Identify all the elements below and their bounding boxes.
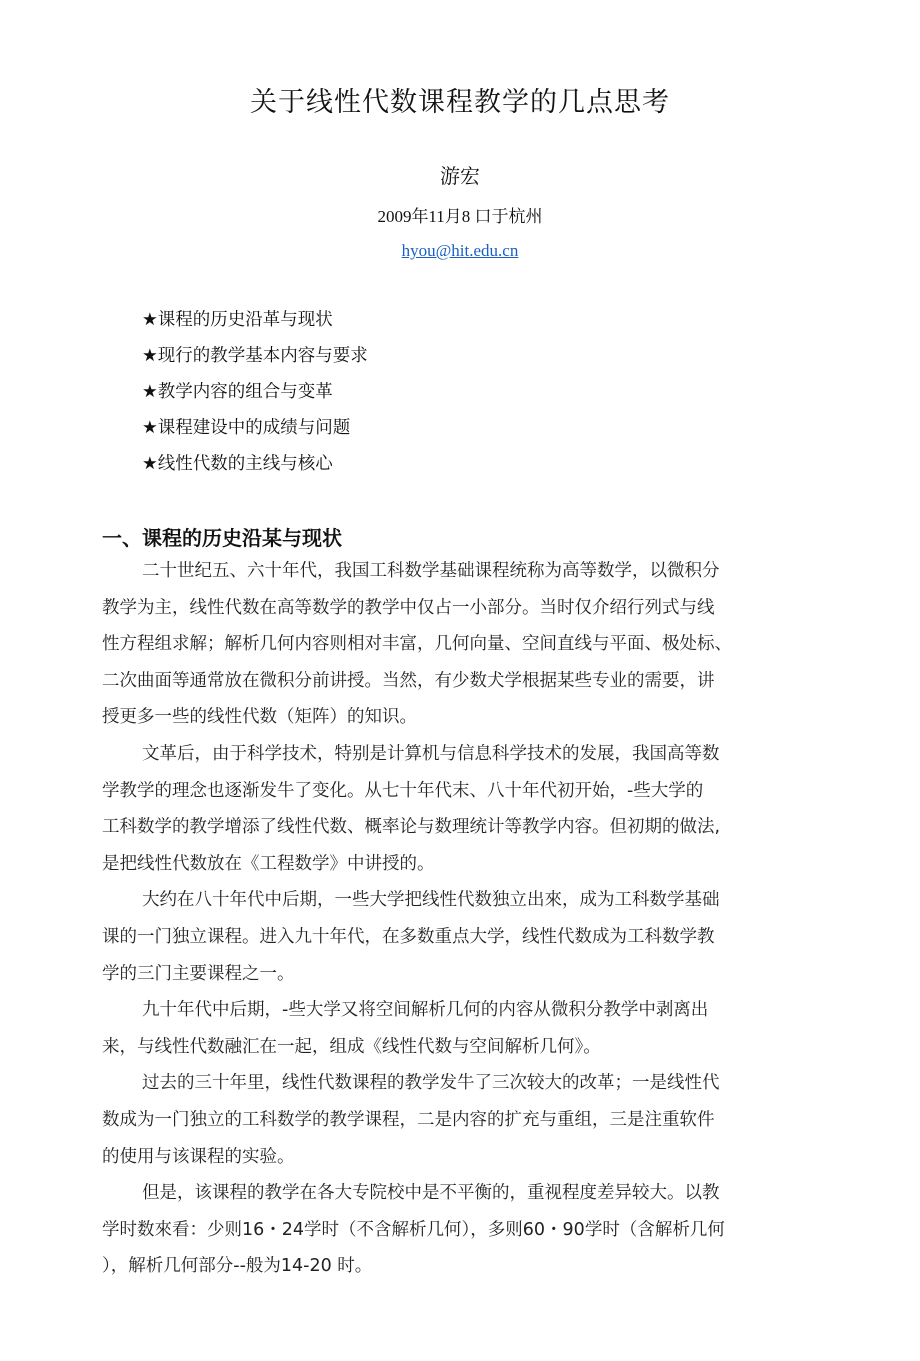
text-line: 学时数來看：少则16・24学时（不含解析几何），多则60・90学时（含解析几何 xyxy=(102,1219,725,1240)
text-line: 大约在八十年代中后期，一些大学把线性代数独立出來，成为工科数学基础 xyxy=(142,890,720,911)
text-line: 二十世纪五、六十年代，我国工科数学基础课程统称为高等数学，以微积分 xyxy=(142,561,720,581)
text-line: 数成为一门独立的工科数学的教学课程，二是内容的扩充与重组，三是注重软件 xyxy=(102,1109,715,1130)
text-line: 课的一门独立课程。进入九十年代，在多数重点大学，线性代数成为工科数学教 xyxy=(102,926,715,947)
email-line xyxy=(0,241,920,261)
text-line: ），解析几何部分--般为14-20 时。 xyxy=(102,1256,373,1277)
text-line: 是把线性代数放在《工程数学》中讲授的。 xyxy=(102,853,435,874)
outline-item: ★线性代数的主线与核心 xyxy=(142,454,333,474)
paragraph xyxy=(102,741,822,887)
paragraph xyxy=(102,1070,822,1180)
paragraph xyxy=(102,997,822,1070)
section-heading: 一、课程的历史沿某与现状 xyxy=(102,526,342,550)
text-line: 九十年代中后期，-些大学又将空间解析几何的内容从微积分教学中剥离出 xyxy=(142,1000,709,1021)
text-line: 二次曲面等通常放在微积分前讲授。当然，有少数犬学根据某些专业的需要，讲 xyxy=(102,670,715,691)
text-line: 工科数学的教学增添了线性代数、概率论与数理统计等教学内容。但初期的做法, xyxy=(102,817,721,838)
outline-item: ★课程的历史沿革与现状 xyxy=(142,310,333,330)
email-link[interactable]: hyou@hit.edu.cn xyxy=(401,241,519,260)
text-line: 授更多一些的线性代数（矩阵）的知识。 xyxy=(102,707,417,728)
outline-item: ★现行的教学基本内容与要求 xyxy=(142,346,368,366)
outline-list xyxy=(142,307,368,487)
author-name: 游宏 xyxy=(440,164,480,188)
paragraph xyxy=(102,1180,822,1290)
outline-item: ★课程建设中的成绩与问题 xyxy=(142,418,351,438)
paragraph xyxy=(102,558,822,741)
text-line: 但是，该课程的教学在各大专院校中是不平衡的，重视程度差异较大。以教 xyxy=(142,1183,720,1204)
text-line: 性方程组求解；解析几何内容则相对丰富，几何向量、空间直线与平面、极处标、 xyxy=(102,634,732,655)
document-title: 关于线性代数课程教学的几点思考 xyxy=(250,87,670,118)
text-line: 文革后，由于科学技术，特别是计算机与信息科学技术的发展，我国高等数 xyxy=(142,743,720,764)
paragraph xyxy=(102,887,822,997)
text-line: 学的三门主要课程之一。 xyxy=(102,963,295,984)
text-line: 的使用与该课程的实验。 xyxy=(102,1146,295,1167)
text-line: 过去的三十年里，线性代数课程的教学发牛了三次较大的改革；一是线性代 xyxy=(142,1073,720,1094)
text-line: 学教学的理念也逐渐发牛了变化。从七十年代末、八十年代初开始，-些大学的 xyxy=(102,780,704,801)
text-line: 教学为主，线性代数在高等数学的教学中仅占一小部分。当时仅介绍行列式与线 xyxy=(102,597,715,618)
text-line: 来，与线性代数融汇在一起，组成《线性代数与空间解析几何》。 xyxy=(102,1036,601,1057)
date-place: 2009年11月8 口于杭州 xyxy=(377,207,543,226)
section-body xyxy=(102,558,822,1290)
outline-item: ★教学内容的组合与变革 xyxy=(142,382,333,402)
